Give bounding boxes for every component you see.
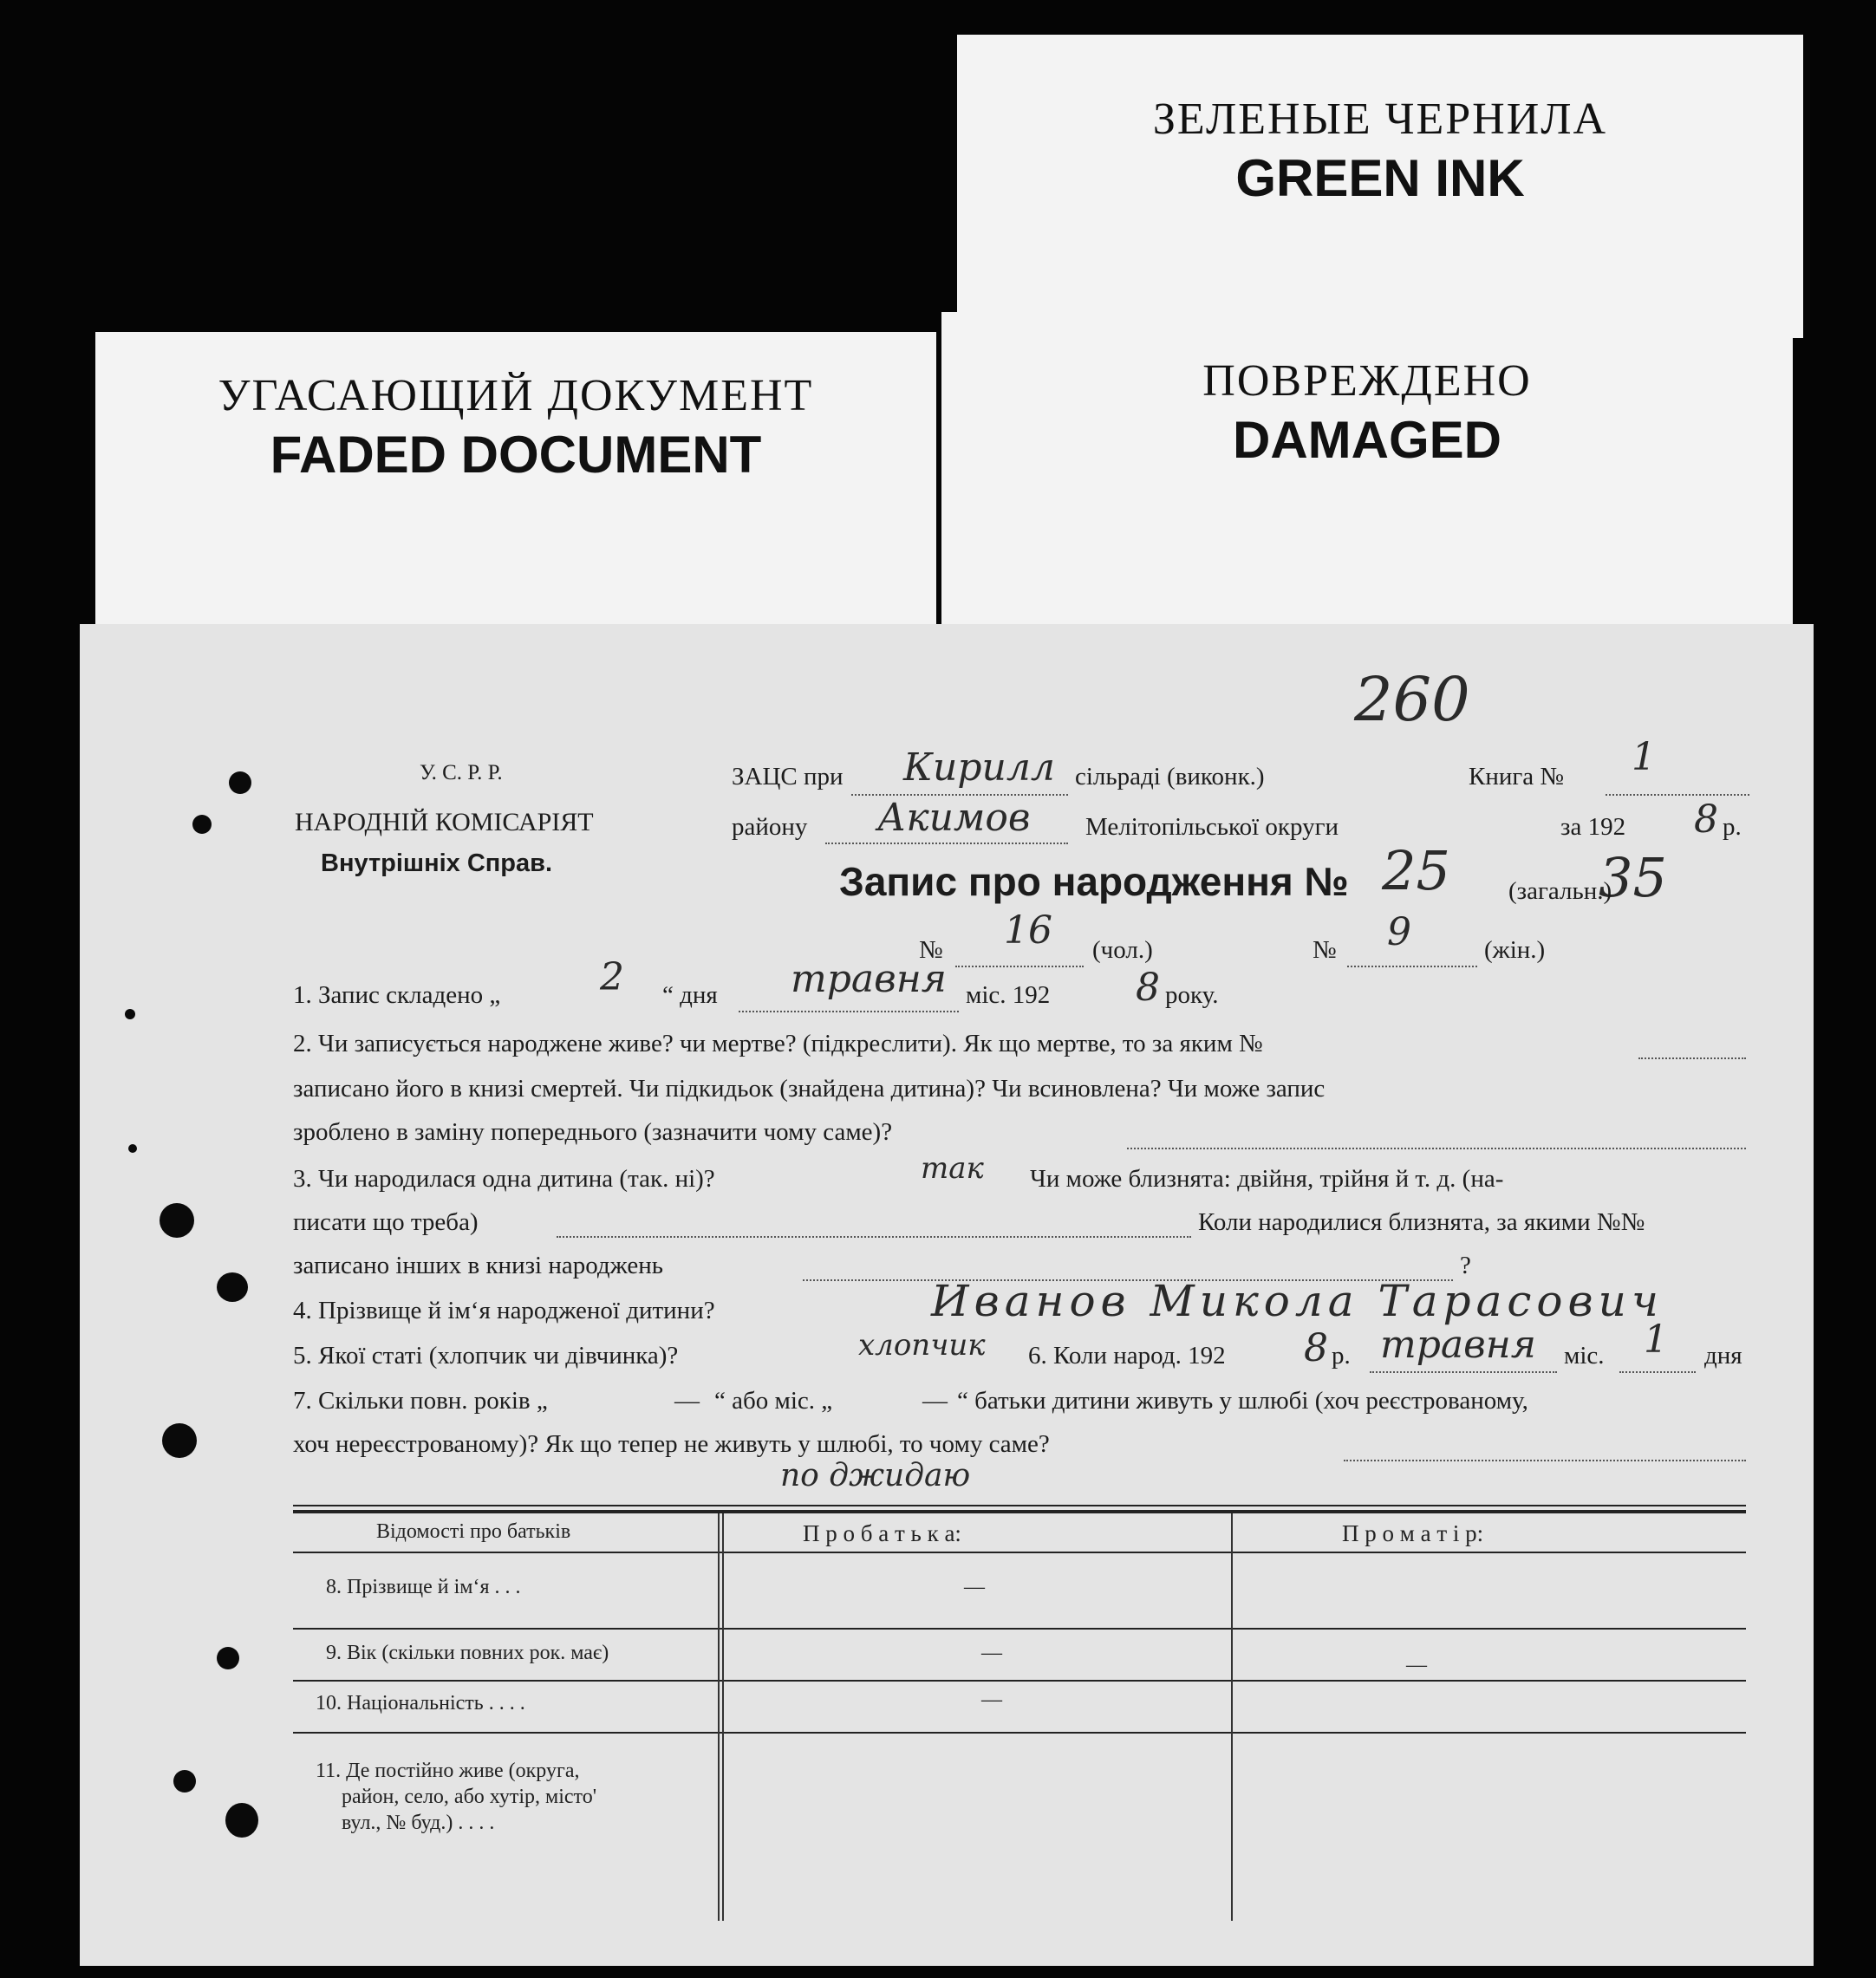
birth-record-card [80,624,1814,1966]
punch-hole [162,1423,197,1458]
q7-months: — [922,1387,948,1415]
q7b-text: хоч нереєстрованому)? Як що тепер не живуть у шлюбі, то чому саме? [293,1430,1050,1458]
q2-text: 2. Чи записується народжене живе? чи мертве? (підкреслити). Як що мертве, то за яким № [293,1030,1263,1057]
chol-value: 16 [1004,908,1052,953]
record-number: 25 [1382,839,1450,902]
za-year-suffix: р. [1723,813,1742,841]
table-row-rule [293,1732,1746,1734]
zhin-label: (жін.) [1484,936,1546,964]
q7-years: — [674,1387,700,1415]
silradi-label: сільраді (виконк.) [1075,763,1265,791]
q1-year: 8 [1136,966,1160,1010]
q3-text-b: Чи може близнята: двійня, трійня й т. д. (на- [1030,1165,1504,1193]
q7-months-label: “ або міс. „ [714,1387,833,1415]
q1-month: травня [791,957,947,1001]
za-year-digit: 8 [1694,797,1718,842]
q1-label: 1. Запис складено „ [293,981,501,1009]
green-ink-label-en: GREEN INK [1235,149,1525,207]
punch-hole [217,1647,239,1669]
zhin-no-label: № [1313,936,1337,964]
damaged-label [941,312,1793,633]
table-row-label: вул., № буд.) . . . . [342,1812,495,1834]
archive-number: 260 [1354,664,1470,735]
q4-label: 4. Прізвище й ім‘я народженої дитини? [293,1297,715,1324]
punch-hole [128,1144,137,1153]
q3c-question: ? [1460,1252,1471,1279]
q2-text-c: зроблено в заміну попереднього (зазначити чому саме)? [293,1118,893,1146]
zhin-line [1347,966,1477,967]
raion-label: району [732,813,808,841]
green-ink-label-ru: ЗЕЛЕНЫЕ ЧЕРНИЛА [1152,94,1608,144]
punch-hole [125,1009,135,1019]
q2-text-b: записано його в книзі смертей. Чи підкидьок (знайдена дитина)? Чи всиновлена? Чи може запис [293,1075,1326,1103]
punch-hole [173,1770,196,1793]
q6-year-suffix: р. [1332,1342,1351,1370]
chol-line [955,966,1084,967]
damaged-label-en: DAMAGED [1233,411,1501,469]
table-row-father: — [964,1576,985,1598]
q3b-line [557,1236,1191,1238]
punch-hole [160,1203,194,1238]
za-year-label: за 192 [1560,813,1626,841]
q7-value: по джидаю [780,1458,971,1493]
q5-value: хлопчик [858,1328,986,1363]
q6-day: 1 [1644,1318,1668,1362]
q6-day-line [1619,1371,1696,1373]
q7-text: “ батьки дитини живуть у шлюбі (хоч реєстрованому, [957,1387,1528,1415]
table-top-rule [293,1505,1746,1506]
q1-month-line [739,1011,959,1012]
table-row-label: 10. Національність . . . . [316,1692,525,1714]
header-ussr: У. С. Р. Р. [420,761,503,784]
q5-label: 5. Якої статі (хлопчик чи дівчинка)? [293,1342,679,1370]
q1-day: 2 [600,955,624,999]
q3b-text: Коли народилися близнята, за якими №№ [1198,1208,1645,1236]
zhin-value: 9 [1387,910,1411,954]
zags-label: ЗАЦС при [732,763,844,791]
table-row-label: район, село, або хутір, місто' [342,1786,597,1808]
damaged-label-ru: ПОВРЕЖДЕНО [1202,356,1532,406]
q3-value: так [921,1151,984,1186]
header-internal-affairs: Внутрішніх Справ. [321,849,553,877]
q6-label: 6. Коли народ. 192 [1028,1342,1226,1370]
q1-year-suffix: року. [1165,981,1219,1009]
q4-value: Иванов Микола Тарасович [931,1276,1664,1326]
kniga-value: 1 [1632,735,1656,779]
green-ink-label [957,35,1803,338]
punch-hole [229,771,251,794]
table-row-rule [293,1628,1746,1630]
table-row-father: — [981,1642,1002,1664]
punch-hole [217,1272,248,1302]
q6-day-suffix: дня [1704,1342,1742,1370]
header-commissariat: НАРОДНІЙ КОМІСАРІЯТ [295,808,594,836]
chol-no-label: № [919,936,943,964]
raion-value: Акимов [877,796,1031,840]
okrug-label: Мелітопільської округи [1085,813,1339,841]
q2-line [1638,1057,1746,1059]
table-row-label: 9. Вік (скільки повних рок. має) [326,1642,609,1664]
raion-line [825,843,1068,844]
table-row-rule [293,1680,1746,1682]
q2c-line [1127,1148,1746,1149]
faded-label-en: FADED DOCUMENT [270,426,762,484]
table-row-mother: — [1406,1654,1427,1676]
q6-month: травня [1380,1323,1536,1367]
record-title: Запис про народження № [839,859,1349,904]
table-top-rule-thick [293,1510,1746,1513]
faded-label [95,332,936,635]
q7-label: 7. Скільки повн. років „ [293,1387,548,1415]
q3c-label: записано інших в книзі народжень [293,1252,663,1279]
q1-day-suffix: “ дня [662,981,718,1009]
table-row-label: 11. Де постійно живе (округа, [316,1760,580,1782]
table-col-divider [722,1513,724,1921]
q7b-line [1344,1460,1746,1461]
table-row-father: — [981,1688,1002,1711]
table-header-father: П р о б а т ь к а: [803,1520,961,1546]
chol-label: (чол.) [1092,936,1153,964]
q6-month-suffix: міс. [1564,1342,1605,1370]
record-number-2: 35 [1599,846,1667,909]
kniga-label: Книга № [1469,763,1565,791]
q6-year: 8 [1304,1326,1328,1370]
kniga-line [1606,794,1749,796]
zags-value: Кирилл [903,745,1055,790]
table-row-label: 8. Прізвище й ім‘я . . . [326,1576,521,1598]
punch-hole [225,1803,258,1838]
faded-label-ru: УГАСАЮЩИЙ ДОКУМЕНТ [218,371,814,420]
punch-hole [192,815,212,834]
table-header-mother: П р о м а т і р: [1342,1520,1484,1546]
q3-label: 3. Чи народилася одна дитина (так. ні)? [293,1165,715,1193]
table-header-info: Відомості про батьків [376,1520,571,1543]
zagaln-label: (загальн.) [1508,877,1612,905]
table-col-divider [1231,1513,1233,1921]
q6-month-line [1370,1371,1557,1373]
table-col-divider [718,1513,720,1921]
q3b-label: писати що треба) [293,1208,479,1236]
q1-year-label: міс. 192 [966,981,1051,1009]
table-header-rule [293,1552,1746,1553]
